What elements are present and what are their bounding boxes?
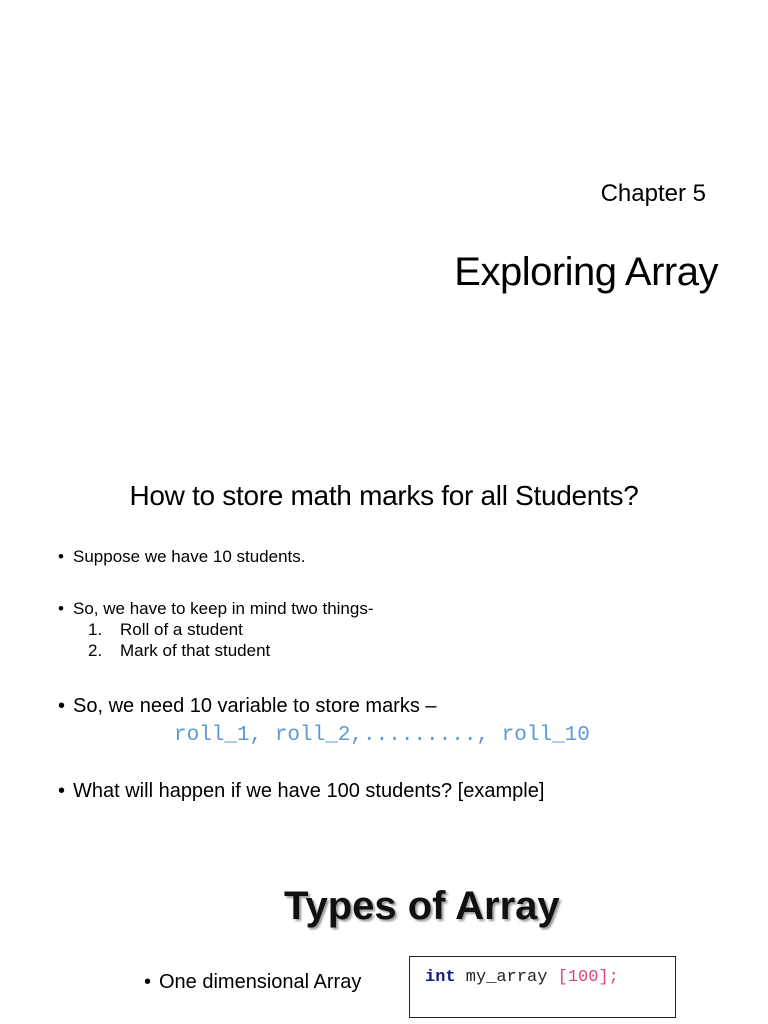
bullet-item: • What will happen if we have 100 students? [example] [58, 778, 544, 804]
slide-heading: How to store math marks for all Students? [129, 480, 639, 511]
code-snippet-box [409, 956, 676, 1018]
slide-title: Exploring Array [454, 250, 718, 294]
item-number: 1. [88, 620, 103, 639]
code-subscript: [100]; [557, 968, 619, 987]
bullet-item: • So, we need 10 variable to store marks – [58, 693, 437, 719]
code-identifier: my_array [455, 968, 558, 987]
item-text: Mark of that student [120, 641, 271, 660]
item-text: Roll of a student [120, 620, 243, 639]
slide-heading: Types of Array [284, 884, 560, 928]
content-slide-storage [0, 430, 768, 840]
variable-list-code: roll_1, roll_2,........., roll_10 [174, 724, 590, 747]
numbered-item [88, 619, 243, 641]
title-slide [0, 0, 768, 430]
bullet-item: • Suppose we have 10 students. [58, 546, 306, 568]
code-keyword: int [425, 968, 456, 987]
content-slide-types [0, 840, 768, 1024]
numbered-item [88, 640, 270, 662]
chapter-label: Chapter 5 [600, 180, 706, 207]
item-number: 2. [88, 641, 103, 660]
bullet-item: • So, we have to keep in mind two things- [58, 598, 374, 620]
bullet-item: • One dimensional Array [144, 969, 361, 995]
